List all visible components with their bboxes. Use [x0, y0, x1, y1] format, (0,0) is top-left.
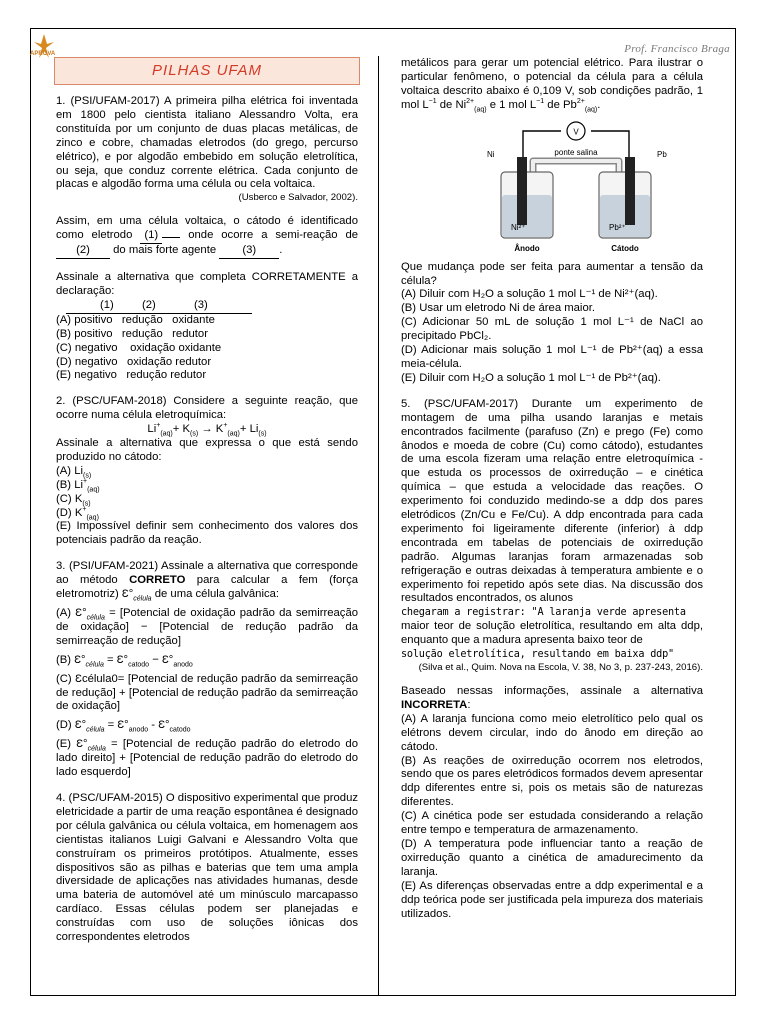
right-column — [401, 57, 703, 921]
salt-bridge-label: ponte salina — [554, 147, 598, 157]
ni-electrode — [517, 157, 527, 225]
q1-blank-2: (2) — [56, 244, 110, 259]
q2-reaction: $Li^+_{(aq)}+ K_{(s)} \to K^+_{(aq)}+ Li_{(s)}$ — [147, 422, 267, 438]
q5-option-e[interactable]: (E) As diferenças observadas entre a ddp experimental e a ddp teórica pode ser justificada pela impureza dos materiais utilizados. — [401, 879, 703, 920]
q2-option-e[interactable]: (E) Impossível definir sem conhecimento dos valores dos potenciais padrão da reação. — [56, 520, 358, 547]
q2-option-c[interactable]: (C) $K_{(s)}$ — [56, 492, 91, 507]
voltmeter-label: V — [573, 127, 579, 137]
q2-option-b[interactable]: (B) $Li^+_{(aq)}$ — [56, 477, 100, 493]
ni-label: Ni — [487, 149, 495, 159]
cathode-label: Cátodo — [611, 243, 639, 253]
q2-prompt: Assinale a alternativa que expressa o que está sendo produzido no cátodo: — [56, 437, 358, 463]
left-column — [56, 95, 358, 945]
voltaic-cell-diagram — [481, 117, 671, 255]
q5-prompt: Baseado nessas informações, assinale a alternativa INCORRETA: — [401, 685, 703, 711]
q2-option-a[interactable]: (A) $Li_{(s)}$ — [56, 464, 92, 480]
column-divider — [378, 56, 379, 996]
q4-option-a[interactable]: (A) Diluir com H₂O a solução 1 mol L⁻¹ de Ni²⁺(aq). — [401, 288, 658, 301]
q1-prompt: Assinale a alternativa que completa CORRETAMENTE a declaração: — [56, 271, 358, 297]
q4-question: Que mudança pode ser feita para aumentar a tensão da célula? — [401, 260, 703, 287]
q5-citation: (Silva et al., Quim. Nova na Escola, V. 38, No 3, p. 237-243, 2016). — [418, 662, 703, 673]
pb-ion-label: Pb²⁺ — [609, 222, 626, 232]
q3-intro: 3. (PSI/UFAM-2021) Assinale a alternativa que corresponde ao método CORRETO para calcular a fem (força eletromotriz) $Ɛ^\circ_{célula}$ de uma célula galvânica: — [56, 560, 358, 603]
q5-option-a[interactable]: (A) A laranja funciona como meio eletrolítico pelo qual os elétrons devem circular, indo do ânodo em direção ao cátodo. — [401, 712, 703, 753]
pb-electrode — [625, 157, 635, 225]
pb-label: Pb — [657, 149, 667, 159]
q5-quote-middle: maior teor de solução eletrolítica, resultando em alta ddp, enquanto que a madura apresenta baixo teor de — [401, 620, 703, 647]
q1-option-c[interactable]: (C) negativo oxidação oxidante — [56, 341, 222, 354]
q3-option-b[interactable]: (B) $Ɛ^\circ_{célula}$ = $Ɛ^\circ_{catodo}$ − $Ɛ^\circ_{anodo}$ — [56, 653, 193, 668]
q1-column-headers: (1) (2) (3) — [66, 299, 252, 314]
q4-continuation: metálicos para gerar um potencial elétrico. Para ilustrar o particular fenômeno, o potencial da célula para a célula voltaica descrito abaixo é 0,109 V, sob condições padrão, 1 mol $L^{-1}$ de $Ni^{2+}_{(aq)}$ e 1 mol $L^{-1}$ de $Pb^{2+}_{(aq)}$. — [401, 57, 703, 113]
q5-quote-line-2: solução eletrolítica, resultando em baixa ddp" — [401, 649, 674, 661]
q5-quote-line-1: chegaram a registrar: "A laranja verde apresenta — [401, 607, 686, 619]
page-title: PILHAS UFAM — [54, 57, 360, 85]
ni-ion-label: Ni²⁺ — [511, 222, 526, 232]
author-name: Prof. Francisco Braga — [624, 43, 730, 55]
q3-option-d[interactable]: (D) $Ɛ^\circ_{célula}$ = $Ɛ^\circ_{anodo}$ - $Ɛ^\circ_{catodo}$ — [56, 719, 191, 734]
logo-text: APROVA — [30, 51, 56, 57]
q5-intro: 5. (PSC/UFAM-2017) Durante um experimento de montagem de uma pilha usando laranjas e metais encontrados facilmente (parafuso (Zn) e prego (Fe) como ânodos e moeda de cobre (Cu) como cátodo), estudantes de uma escola fizeram uma relação entre eletroquímica - que estuda os processos de oxirredução – e cinética química – que estuda a velocidade das reações. O experimento foi conduzido medindo-se a ddp dos pares eletródicos (Zn/Cu e Fe/Cu). A ddp encontrada para cada experimento foi ligeiramente diferente (inferior) à ddp encontrada em tabelas de potenciais de oxirredução padrão. Algumas laranjas foram armazenadas sob refrigeração e outras deixadas à temperatura ambiente e o experimento foi repetido após sete dias. Na discussão dos resultados encontrados, os alunos — [401, 397, 703, 605]
q5-option-b[interactable]: (B) As reações de oxirredução ocorrem nos eletrodos, sendo que os pares eletródicos formados devem apresentar ddp diferentes entre si, pois os metais são de naturezas diferentes. — [401, 754, 703, 809]
q4-option-b[interactable]: (B) Usar um eletrodo Ni de área maior. — [401, 302, 596, 315]
anode-label: Ânodo — [514, 243, 540, 253]
q1-blank-1: (1) — [140, 229, 162, 244]
q1-option-e[interactable]: (E) negativo redução redutor — [56, 369, 207, 382]
q1-statement: Assim, em uma célula voltaica, o cátodo é identificado como eletrodo (1) onde ocorre a semi-reação de(2) do mais forte agente (3) . — [56, 215, 358, 259]
q1-intro: 1. (PSI/UFAM-2017) A primeira pilha elétrica foi inventada em 1800 pelo cientista italiano Alessandro Volta, era constituída por um conjunto de duas placas metálicas, de zinco e cobre, chamadas eletrodos (do grego, percurso elétrico), e por algodão embebido em solução eletrolítica, ou seja, que conduz corrente elétrica. Cada conjunto de placas e algodão forma uma célula ou cela voltaica. — [56, 95, 358, 191]
q4-option-e[interactable]: (E) Diluir com H₂O a solução 1 mol L⁻¹ de Pb²⁺(aq). — [401, 371, 661, 384]
q2-intro: 2. (PSC/UFAM-2018) Considere a seguinte reação, que ocorre numa célula eletroquímica: — [56, 395, 358, 422]
q3-option-c[interactable]: (C) Ɛcélula0= [Potencial de redução padrão da semirreação de redução] + [Potencial de redução padrão da semirreação de oxidação] — [56, 672, 358, 713]
q1-option-d[interactable]: (D) negativo oxidação redutor — [56, 355, 212, 368]
q5-option-d[interactable]: (D) A temperatura pode influenciar tanto a reação de oxirredução quanto a cinética de amadurecimento da laranja. — [401, 837, 703, 878]
q1-option-a[interactable]: (A) positivo redução oxidante — [56, 313, 215, 326]
q1-citation: (Usberco e Salvador, 2002). — [238, 192, 358, 204]
q1-option-b[interactable]: (B) positivo redução redutor — [56, 327, 208, 340]
q4-option-c[interactable]: (C) Adicionar 50 mL de solução 1 mol L⁻¹ de NaCl ao precipitado PbCl₂. — [401, 316, 703, 343]
logo-icon — [32, 32, 56, 62]
q4-intro: 4. (PSC/UFAM-2015) O dispositivo experimental que produz eletricidade a partir de uma reação espontânea é designado por célula galvânica ou célula voltaica, em homenagem aos cientistas italianos Luigi Galvani e Alessandro Volta que construíram os primeiros protótipos. Atualmente, esses dispositivos são as pilhas e baterias que tem uma ampla diversidade de aplicações nas atividades humanas, desde uma bateria de automóvel até um minúsculo marcapasso cardíaco. Essas células podem ser planejadas e construídas com uso de soluções iônicas dos correspondentes eletrodos — [56, 791, 359, 944]
q4-option-d[interactable]: (D) Adicionar mais solução 1 mol L⁻¹ de Pb²⁺(aq) a essa meia-célula. — [401, 344, 703, 370]
q1-blank-3: (3) — [219, 244, 279, 259]
q2-option-d[interactable]: (D) $K^+_{(aq)}$ — [56, 505, 99, 521]
q3-option-a[interactable]: (A) $Ɛ^\circ_{célula}$ = [Potencial de oxidação padrão da semirreação de oxidação] − [Potencial de redução padrão da semirreação de redução] — [56, 607, 359, 647]
q3-option-e[interactable]: (E) $Ɛ^\circ_{célula}$ = [Potencial de redução padrão do eletrodo do lado direito] + [Potencial de redução padrão do eletrodo do lado esquerdo] — [56, 738, 358, 779]
q5-option-c[interactable]: (C) A cinética pode ser estudada considerando a relação entre tempo e temperatura de armazenamento. — [401, 810, 703, 837]
